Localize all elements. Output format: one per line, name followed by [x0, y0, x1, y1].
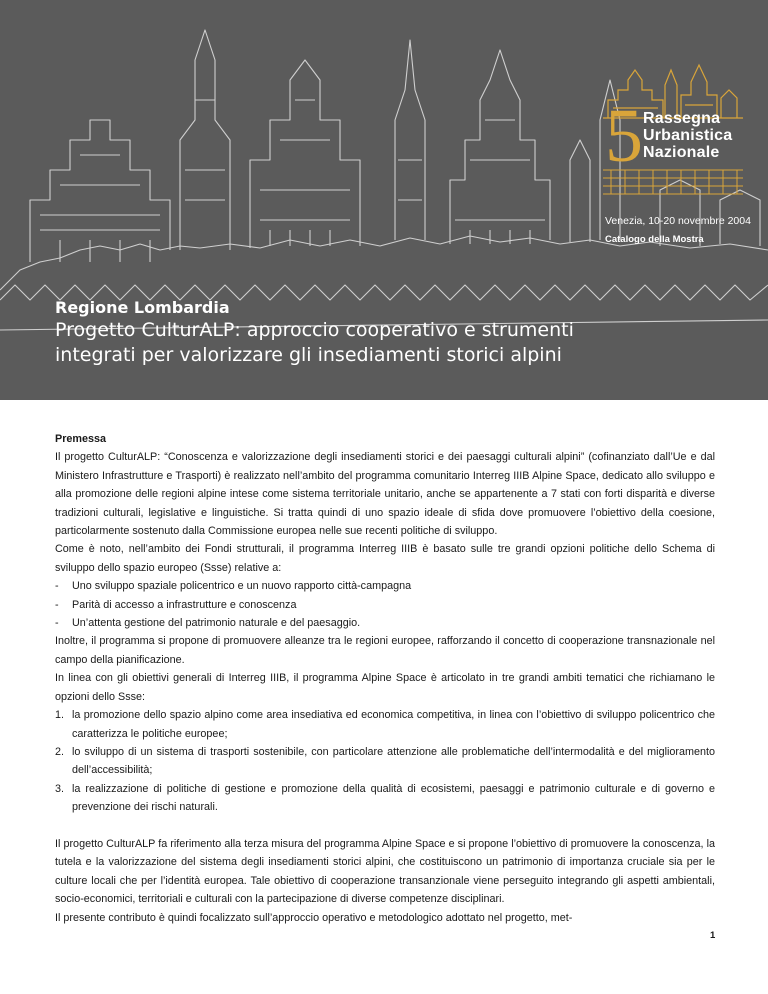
- event-date: Venezia, 10-20 novembre 2004: [605, 215, 751, 227]
- logo-line-3: Nazionale: [643, 144, 720, 161]
- paragraph-options: Come è noto, nell’ambito dei Fondi strutturali, il programma Interreg IIIB è basato sulle tre grandi opzioni politiche dello Schema di sviluppo dello spazio europeo (Ssse) relative a:: [55, 543, 715, 574]
- logo-base-sketch-icon: [603, 168, 743, 198]
- list-text: la promozione dello spazio alpino come area insediativa ed economica competitiva, in linea con l’obiettivo di sviluppo policentrico che caratterizza le politiche europee;: [72, 709, 715, 740]
- paragraph-culturalp: Il progetto CulturALP fa riferimento alla terza misura del programma Alpine Space e si propone l’obiettivo di promuovere la conoscenza, la tutela e la valorizzazione del sistema degli insediamenti storici alpini, che costituiscono un patrimonio di importanza cruciale sia per le culture locali che per l’identità europea. Tale obiettivo di cooperazione transanzionale viene perseguito integrando gli aspetti ambientali, socio-economici, territoriali e culturali con la partecipazione di diverse competenze disciplinari.: [55, 837, 715, 906]
- list-number: 2.: [55, 745, 65, 758]
- list-item: [55, 743, 715, 780]
- rassegna-logo: [603, 60, 743, 200]
- list-item: - Un’attenta gestione del patrimonio naturale e del paesaggio.: [55, 614, 715, 632]
- header-meta: [605, 214, 751, 247]
- section-heading: Premessa: [55, 433, 107, 445]
- logo-number: 5: [605, 94, 643, 178]
- article-body: [55, 430, 715, 927]
- paragraph-contribution: Il presente contributo è quindi focalizzato sull’approccio operativo e metodologico adottato nel progetto, met-: [55, 911, 573, 924]
- paragraph-alliances: Inoltre, il programma si propone di promuovere alleanze tra le regioni europee, rafforzando il concetto di cooperazione transnazionale nel campo della pianificazione.: [55, 635, 715, 666]
- list-item: [55, 706, 715, 743]
- list-text: lo sviluppo di un sistema di trasporti sostenibile, con particolare attenzione alle problematiche dell’intermodalità e del miglioramento dell’accessibilità;: [72, 745, 715, 777]
- logo-line-2: Urbanistica: [643, 127, 733, 144]
- list-item: - Parità di accesso a infrastrutture e conoscenza: [55, 596, 715, 614]
- list-number: 3.: [55, 782, 65, 795]
- list-number: 1.: [55, 709, 65, 722]
- article-title: Progetto CulturALP: approccio cooperativo e strumenti integrati per valorizzare gli insediamenti storici alpini: [55, 319, 574, 366]
- list-item: [55, 780, 715, 817]
- list-text: la realizzazione di politiche di gestione e promozione della qualità di ecosistemi, paesaggi e patrimonio culturale e di governo e prevenzione dei rischi naturali.: [72, 782, 715, 814]
- list-item: - Uno sviluppo spaziale policentrico e un nuovo rapporto città-campagna: [55, 577, 715, 595]
- region-title: Regione Lombardia: [55, 298, 230, 317]
- header-banner: [0, 0, 768, 400]
- paragraph-gap: [55, 817, 715, 835]
- intro-paragraph: Il progetto CulturALP: “Conoscenza e valorizzazione degli insediamenti storici e dei paesaggi culturali alpini” (cofinanziato dall’Ue e dal Ministero Infrastrutture e Trasporti) è realizzato nell’ambito del programma comunitario Interreg IIIB Alpine Space, dedicato allo sviluppo e alla promozione delle regioni alpine intese come sistema territoriale unitario, anche se appartenente a 7 stati con forti disparità e diverse tradizioni culturali, legislative e linguistiche. Si tratta quindi di uno spazio ideale di sfida dove promuovere l’obiettivo della coesione, particolarmente sostenuto dalla Commissione europea nelle sue recenti politiche di sviluppo.: [55, 451, 715, 538]
- logo-line-1: Rassegna: [643, 110, 721, 127]
- logo-wordmark: [643, 110, 732, 161]
- page-number: 1: [710, 930, 716, 941]
- options-list: [55, 577, 715, 632]
- catalog-label: Catalogo della Mostra: [605, 234, 704, 245]
- paragraph-themes: In linea con gli obiettivi generali di Interreg IIIB, il programma Alpine Space è articolato in tre grandi ambiti tematici che richiamano le opzioni dello Ssse:: [55, 672, 715, 703]
- themes-list: [55, 706, 715, 816]
